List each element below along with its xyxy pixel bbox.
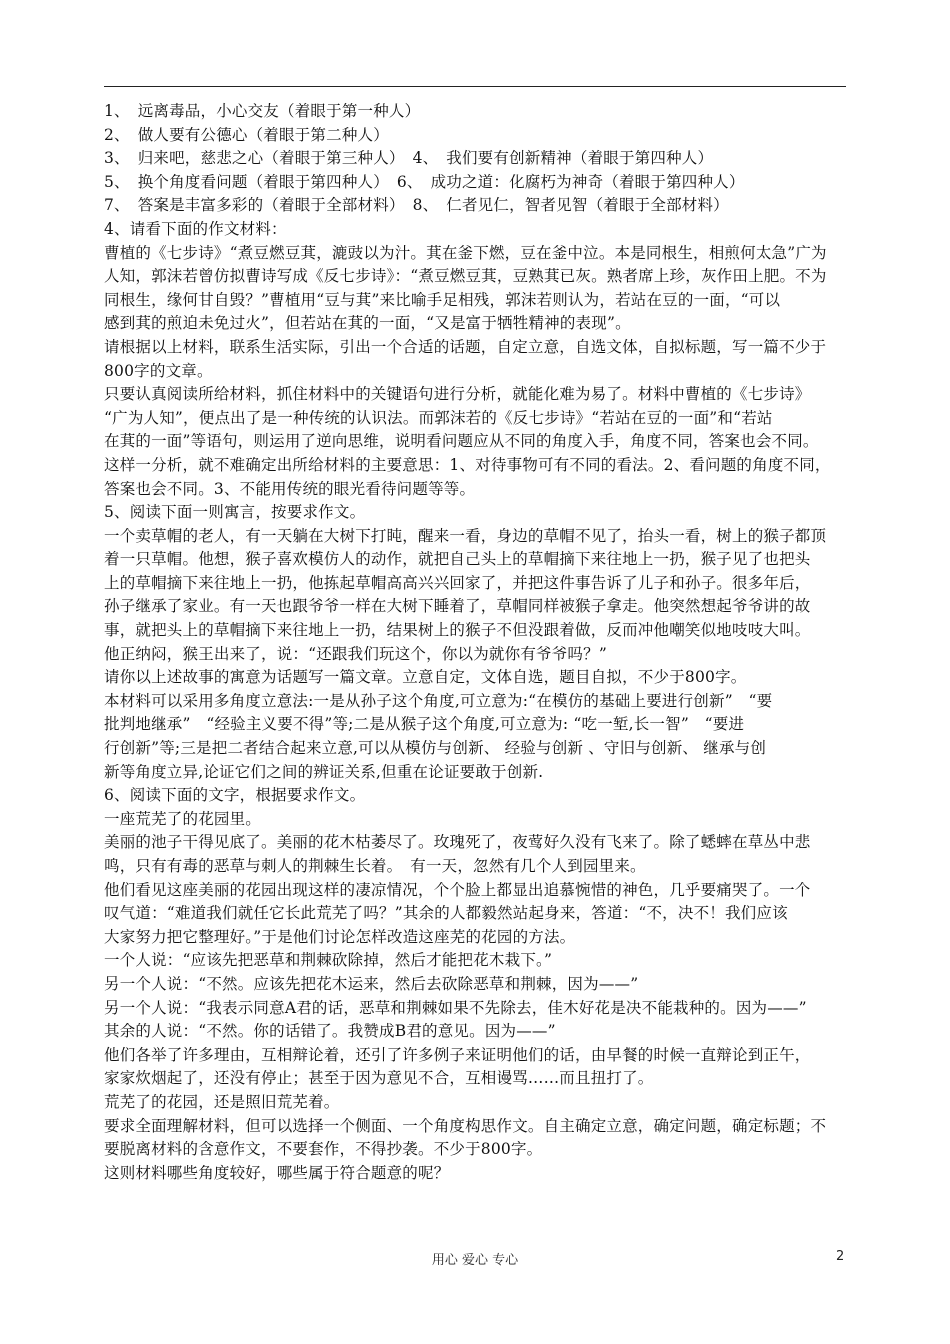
text-line: 家家炊烟起了，还没有停止；甚至于因为意见不合，互相谩骂……而且扭打了。: [104, 1069, 654, 1088]
text-line: 他正纳闷，猴王出来了，说：“还跟我们玩这个，你以为就你有爷爷吗？”: [104, 644, 607, 663]
text-line: 2、 做人要有公德心（着眼于第二种人）: [104, 125, 389, 144]
footer-slogan: 用心 爱心 专心: [431, 1253, 519, 1268]
text-line: 一个人说：“应该先把恶草和荆棘砍除掉，然后才能把花木栽下。”: [104, 951, 553, 970]
text-line: 这则材料哪些角度较好，哪些属于符合题意的呢？: [104, 1163, 450, 1182]
text-line: 行创新”等;三是把二者结合起来立意,可以从模仿与创新、 经验与创新 、守旧与创新、 继承与创: [104, 739, 767, 758]
text-line: 另一个人说：“我表示同意A君的话，恶草和荆棘如果不先除去，佳木好花是决不能栽种的。因为——”: [104, 998, 807, 1017]
text-line: 美丽的池子干得见底了。美丽的花木枯萎尽了。玫瑰死了，夜莺好久没有飞来了。除了蟋蟀在草丛中悲: [104, 833, 811, 852]
text-line: 在萁的一面”等语句，则运用了逆向思维，说明看问题应从不同的角度入手，角度不同，答案也会不同。: [104, 432, 819, 451]
text-line: 另一个人说：“不然。应该先把花木运来，然后去砍除恶草和荆棘，因为——”: [104, 974, 639, 993]
text-line: 他们各举了许多理由，互相辩论着，还引了许多例子来证明他们的话，由早餐的时候一直辩论到正午，: [104, 1045, 811, 1064]
text-line: 同根生，缘何甘自毁？”曹植用“豆与萁”来比喻手足相残，郭沫若则认为，若站在豆的一面，“可以: [104, 290, 781, 309]
page-number: 2: [836, 1249, 845, 1264]
text-line: 新等角度立异,论证它们之间的辨证关系,但重在论证要敢于创新.: [104, 762, 544, 781]
text-line: 800字的文章。: [104, 361, 213, 380]
text-line: 5、 换个角度看问题（着眼于第四种人） 6、 成功之道：化腐朽为神奇（着眼于第四种人）: [104, 172, 745, 191]
text-line: 叹气道：“难道我们就任它长此荒芜了吗？”其余的人都毅然站起身来，答道：“不，决不！我们应该: [104, 904, 788, 923]
text-line: 人知，郭沫若曾仿拟曹诗写成《反七步诗》：“煮豆燃豆萁，豆熟萁已灰。熟者席上珍，灰作田上肥。不为: [104, 267, 827, 286]
text-line: 孙子继承了家业。有一天也跟爷爷一样在大树下睡着了，草帽同样被猴子拿走。他突然想起爷爷讲的故: [104, 597, 811, 616]
text-line: 请根据以上材料，联系生活实际，引出一个合适的话题，自定立意，自选文体，自拟标题，写一篇不少于: [104, 337, 827, 356]
text-line: 3、 归来吧，慈悲之心（着眼于第三种人） 4、 我们要有创新精神（着眼于第四种人）: [104, 149, 714, 168]
text-line: 着一只草帽。他想，猴子喜欢模仿人的动作，就把自己头上的草帽摘下来往地上一扔，猴子见了也把头: [104, 550, 811, 569]
text-line: 这样一分析，就不难确定出所给材料的主要意思：1、对待事物可有不同的看法。2、看问题的角度不同，: [104, 455, 831, 474]
text-line: “广为人知”，便点出了是一种传统的认识法。而郭沫若的《反七步诗》“若站在豆的一面”和“若站: [104, 408, 773, 427]
text-line: 4、请看下面的作文材料：: [104, 219, 287, 238]
text-line: 只要认真阅读所给材料，抓住材料中的关键语句进行分析，就能化难为易了。材料中曹植的《七步诗》: [104, 385, 811, 404]
text-line: 7、 答案是丰富多彩的（着眼于全部材料） 8、 仁者见仁，智者见智（着眼于全部材料）: [104, 196, 729, 215]
text-line: 一个卖草帽的老人，有一天躺在大树下打盹，醒来一看，身边的草帽不见了，抬头一看，树上的猴子都顶: [104, 526, 827, 545]
text-line: 曹植的《七步诗》“煮豆燃豆萁，漉豉以为汁。萁在釜下燃，豆在釜中泣。本是同根生，相煎何太急”广为: [104, 243, 827, 262]
text-line: 鸣，只有有毒的恶草与刺人的荆棘生长着。 有一天，忽然有几个人到园里来。: [104, 857, 646, 875]
text-line: 其余的人说：“不然。你的话错了。我赞成B君的意见。因为——”: [104, 1022, 556, 1041]
text-line: 1、 远离毒品，小心交友（着眼于第一种人）: [104, 102, 421, 120]
text-line: 他们看见这座美丽的花园出现这样的凄凉情况，个个脸上都显出追慕惋惜的神色，几乎要痛哭了。一个: [104, 880, 811, 899]
text-line: 上的草帽摘下来往地上一扔，他拣起草帽高高兴兴回家了，并把这件事告诉了儿子和孙子。很多年后，: [104, 573, 811, 592]
document-body: [104, 100, 850, 1185]
text-line: 请你以上述故事的寓意为话题写一篇文章。立意自定，文体自选，题目自拟，不少于800字。: [104, 668, 747, 687]
header-rule: [104, 86, 846, 87]
text-line: 本材料可以采用多角度立意法:一是从孙子这个角度,可立意为:“在模仿的基础上要进行创新” “要: [104, 691, 773, 710]
text-line: 感到萁的煎迫未免过火”，但若站在萁的一面，“又是富于牺牲精神的表现”。: [104, 314, 631, 333]
text-line: 要脱离材料的含意作文，不要套作，不得抄袭。不少于800字。: [104, 1140, 543, 1159]
text-line: 大家努力把它整理好。”于是他们讨论怎样改造这座芜的花园的方法。: [104, 927, 576, 946]
text-line: 批判地继承” “经验主义要不得”等;二是从猴子这个角度,可立意为: “吃一堑,长一智” “要进: [104, 715, 745, 734]
text-line: 要求全面理解材料，但可以选择一个侧面、一个角度构思作文。自主确定立意，确定问题，确定标题；不: [104, 1116, 827, 1135]
text-line: 荒芜了的花园，还是照旧荒芜着。: [104, 1092, 340, 1111]
text-line: 一座荒芜了的花园里。: [104, 809, 262, 828]
text-line: 答案也会不同。3、不能用传统的眼光看待问题等等。: [104, 479, 476, 498]
text-line: 5、阅读下面一则寓言，按要求作文。: [104, 503, 366, 522]
text-line: 6、阅读下面的文字，根据要求作文。: [104, 786, 366, 805]
text-line: 事，就把头上的草帽摘下来往地上一扔，结果树上的猴子不但没跟着做，反而冲他嘲笑似地吱吱大叫。: [104, 621, 811, 640]
